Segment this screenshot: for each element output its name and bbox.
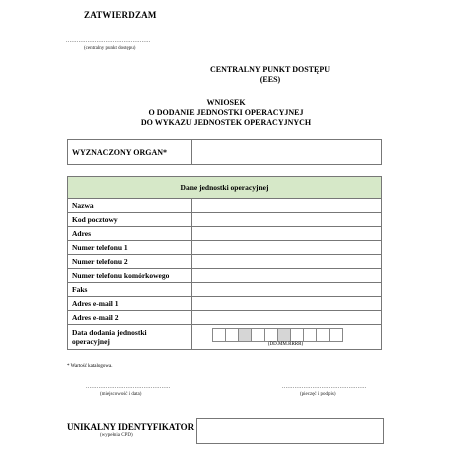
table-row [68,311,382,325]
table-row [68,325,382,350]
row-label-postal-code: Kod pocztowy [68,213,192,227]
table-row [68,297,382,311]
row-label-fax: Faks [68,283,192,297]
row-label-phone-1: Numer telefonu 1 [68,241,192,255]
row-label-email-2: Adres e-mail 2 [68,311,192,325]
footnote: * Wartość katalogowa. [67,364,113,369]
unit-data-table [67,176,382,350]
date-digit-box[interactable] [329,328,343,342]
organ-label: WYZNACZONY ORGAN* [68,140,192,165]
date-digit-box[interactable] [264,328,278,342]
title-line-2: O DODANIE JEDNOSTKI OPERACYJNEJ [148,108,304,117]
table-row [68,255,382,269]
date-digit-box[interactable] [225,328,239,342]
date-separator-box [238,328,252,342]
date-digit-box[interactable] [303,328,317,342]
recipient-line-1: CENTRALNY PUNKT DOSTĘPU [209,65,330,74]
table-row [68,227,382,241]
email-2-field[interactable] [192,311,382,325]
row-label-date-added [68,325,192,350]
title-line-3: DO WYKAZU JEDNOSTEK OPERACYJNYCH [140,118,312,127]
table-row [68,199,382,213]
unique-id-label: UNIKALNY IDENTYFIKATOR [67,422,195,432]
date-digit-box[interactable] [316,328,330,342]
stamp-signature-caption: (pieczęć i podpis) [300,392,336,397]
date-digit-box[interactable] [290,328,304,342]
table-row [68,283,382,297]
title-line-1: WNIOSEK [206,98,246,107]
row-label-mobile: Numer telefonu komórkowego [68,269,192,283]
approve-signature-line: ............................................... [66,38,151,44]
date-digit-box[interactable] [212,328,226,342]
stamp-signature-line: ............................................... [282,384,367,390]
name-field[interactable] [192,199,382,213]
table-row [68,213,382,227]
phone-1-field[interactable] [192,241,382,255]
organ-field[interactable] [192,140,382,165]
date-separator-box [277,328,291,342]
row-label-phone-2: Numer telefonu 2 [68,255,192,269]
recipient-line-2: (EES) [259,75,281,84]
organ-row [68,140,382,165]
unit-data-header-row [68,177,382,199]
document-title [0,98,452,128]
date-digit-box[interactable] [251,328,265,342]
row-label-name: Nazwa [68,199,192,213]
place-date-caption: (miejscowość i data) [100,392,142,397]
address-field[interactable] [192,227,382,241]
phone-2-field[interactable] [192,255,382,269]
row-label-address: Adres [68,227,192,241]
date-label-line-1: Data dodania jednostki [72,328,147,337]
unique-id-field[interactable] [196,418,384,444]
fax-field[interactable] [192,283,382,297]
approve-label: ZATWIERDZAM [84,10,157,20]
postal-code-field[interactable] [192,213,382,227]
row-label-email-1: Adres e-mail 1 [68,297,192,311]
date-label-line-2: operacyjnej [72,337,110,346]
date-format-hint: (DD.MM.RRRR) [267,342,304,347]
email-1-field[interactable] [192,297,382,311]
recipient-block [180,65,360,85]
organ-table [67,139,382,165]
date-added-cell [192,325,382,350]
unique-id-caption: (wypełnia CPD) [100,433,133,438]
mobile-field[interactable] [192,269,382,283]
table-row [68,269,382,283]
date-input-boxes[interactable] [212,328,377,342]
approve-caption: (centralny punkt dostępu) [84,46,136,51]
table-row [68,241,382,255]
place-date-line: ............................................... [86,384,171,390]
unit-data-heading: Dane jednostki operacyjnej [68,177,382,199]
